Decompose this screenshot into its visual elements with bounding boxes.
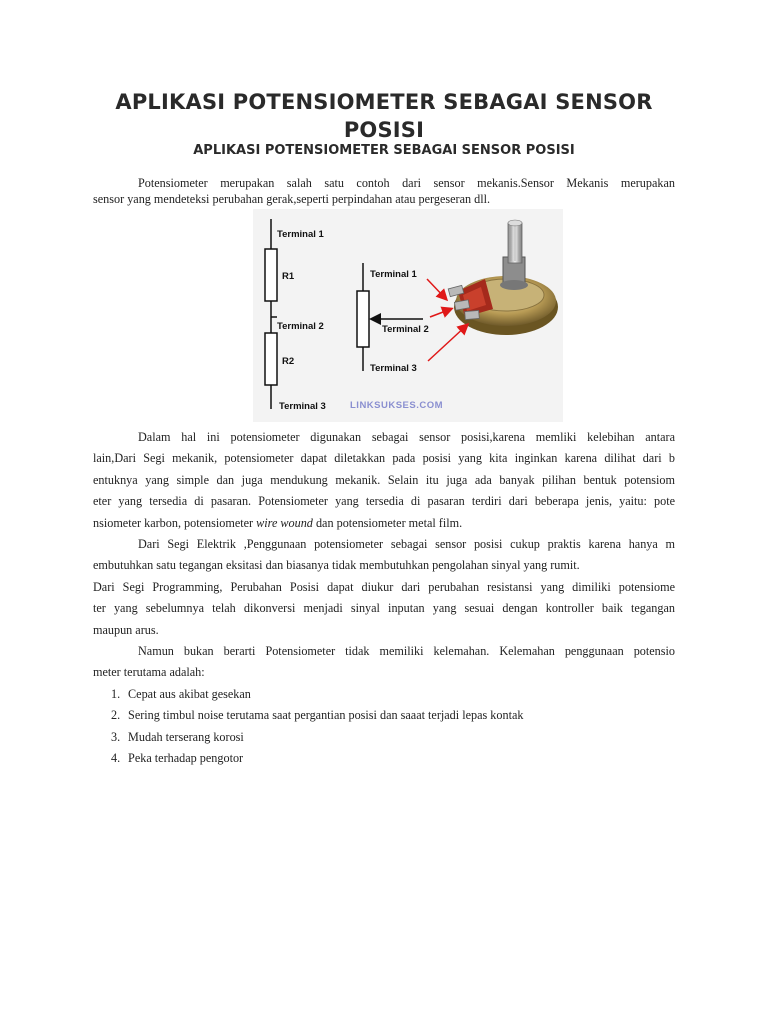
list-item: 3. Mudah terserang korosi [111, 729, 244, 744]
label-r1: R1 [282, 271, 295, 282]
paragraph-mechanical [93, 427, 675, 534]
potentiometer-photo [448, 220, 558, 335]
label-terminal1: Terminal 1 [277, 229, 324, 240]
italic-term: wire wound [256, 515, 313, 530]
watermark-text: LINKSUKSES.COM [350, 400, 444, 411]
paragraph-weakness [93, 641, 675, 684]
weakness-list [93, 684, 523, 770]
paragraph-line: Dari Segi Elektrik ,Penggunaan potensiometer sebagai sensor posisi cukup praktis karena hanya m [138, 537, 675, 551]
label-mid-terminal2: Terminal 2 [382, 324, 429, 335]
paragraph-electrical [93, 534, 675, 641]
list-item: 4. Peka terhadap pengotor [111, 751, 244, 766]
list-item: 2. Sering timbul noise terutama saat pergantian posisi dan saaat terjadi lepas kontak [111, 708, 524, 723]
paragraph-line: Dari Segi Programming, Perubahan Posisi dapat diukur dari perubahan resistansi yang dimiliki potensiome [93, 579, 675, 594]
resistor-r1 [265, 249, 277, 301]
potentiometer-symbol [357, 291, 369, 347]
potentiometer-figure [253, 209, 563, 422]
paragraph-line: nsiometer karbon, potensiometer [93, 515, 257, 530]
paragraph-intro [93, 176, 675, 207]
paragraph-line: maupun arus. [93, 622, 159, 637]
paragraph-line: lain,Dari Segi mekanik, potensiometer dapat diletakkan pada posisi yang kita inginkan karena dilihat dari b [93, 451, 675, 466]
label-terminal3: Terminal 3 [279, 401, 326, 412]
paragraph-line: ter yang sebelumnya telah dikonversi menjadi sinyal inputan yang sesuai dengan kontroller baik tegangan [93, 601, 675, 616]
paragraph-line: Potensiometer merupakan salah satu contoh dari sensor mekanis.Sensor Mekanis merupakan [138, 176, 675, 190]
paragraph-line: Dalam hal ini potensiometer digunakan sebagai sensor posisi,karena memliki kelebihan antara [138, 430, 675, 444]
paragraph-line: sensor yang mendeteksi perubahan gerak,seperti perpindahan atau pergeseran dll. [93, 191, 491, 206]
red-arrow-terminal2 [430, 309, 451, 317]
paragraph-line: entuknya yang simple dan juga mendukung mekanik. Selain itu juga ada banyak pilihan bentuk potensiom [93, 472, 675, 487]
label-mid-terminal1: Terminal 1 [370, 269, 417, 280]
document-title: APLIKASI POTENSIOMETER SEBAGAI SENSOR POSISI [115, 90, 653, 142]
paragraph-line: embutuhkan satu tegangan eksitasi dan biasanya tidak membutuhkan pengolahan sinyal yang rumit. [93, 558, 580, 573]
red-arrow-terminal1 [427, 279, 446, 299]
paragraph-line: dan potensiometer metal film. [312, 515, 463, 530]
label-terminal2: Terminal 2 [277, 321, 324, 332]
paragraph-line: meter terutama adalah: [93, 665, 205, 680]
potentiometer-diagram [253, 209, 563, 422]
list-item: 1. Cepat aus akibat gesekan [111, 687, 251, 701]
paragraph-line: eter yang tersedia di pasaran. Potensiometer yang tersedia di pasaran terdiri dari beberapa jenis, yaitu: pote [93, 494, 675, 509]
red-arrow-terminal3 [428, 325, 467, 361]
label-r2: R2 [282, 356, 295, 367]
document-subtitle: APLIKASI POTENSIOMETER SEBAGAI SENSOR POSISI [193, 143, 575, 158]
paragraph-line: Namun bukan berarti Potensiometer tidak memiliki kelemahan. Kelemahan penggunaan potensio [138, 644, 675, 658]
label-mid-terminal3: Terminal 3 [370, 363, 417, 374]
resistor-r2 [265, 333, 277, 385]
